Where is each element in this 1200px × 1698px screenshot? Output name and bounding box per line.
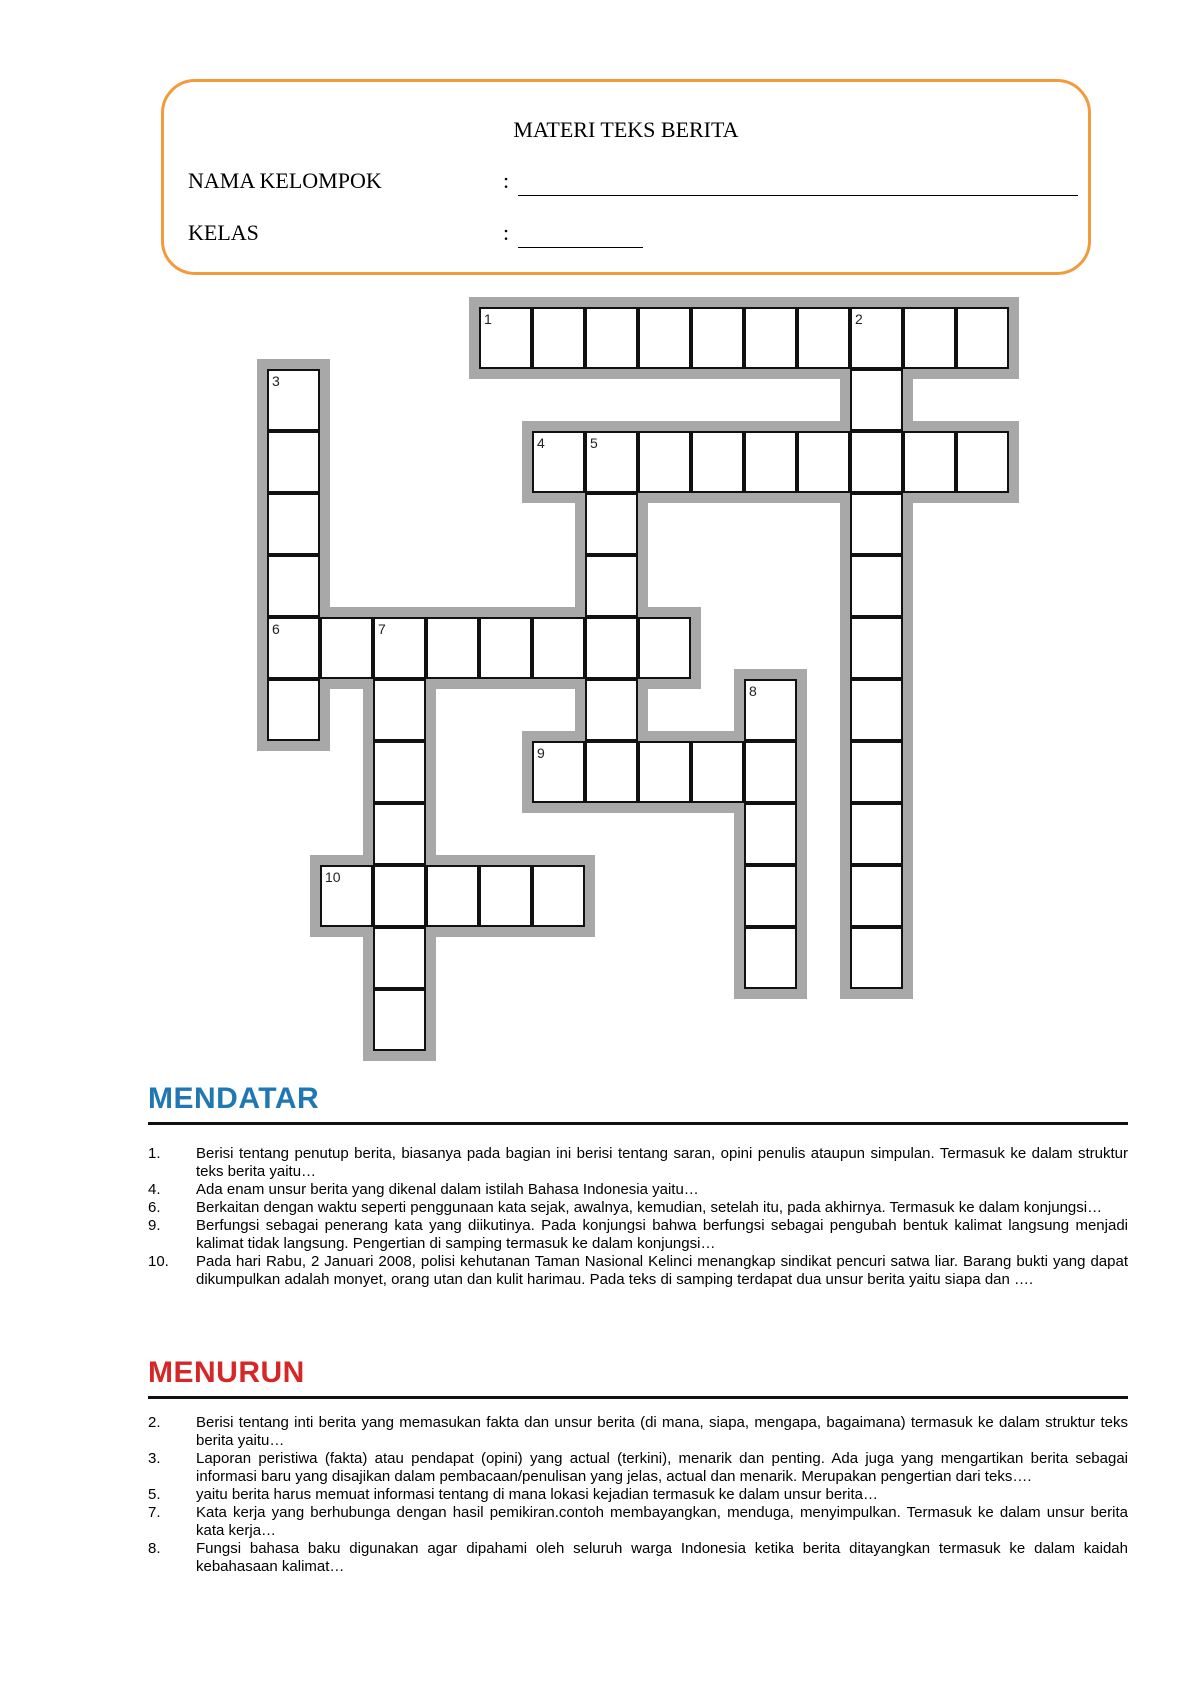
crossword-cell[interactable] (850, 617, 903, 679)
crossword-cell[interactable] (585, 555, 638, 617)
crossword-cell[interactable] (903, 307, 956, 369)
crossword-cell[interactable] (797, 431, 850, 493)
crossword-cell[interactable] (744, 741, 797, 803)
clue-down-8 (148, 1540, 1128, 1576)
clue-number-label: 9 (537, 745, 545, 761)
menurun-heading: MENURUN (148, 1356, 305, 1389)
crossword-cell[interactable] (532, 741, 585, 803)
crossword-cell[interactable] (850, 369, 903, 431)
crossword-cell[interactable] (585, 679, 638, 741)
crossword-cell[interactable] (267, 369, 320, 431)
clue-number-label: 2 (855, 311, 863, 327)
clue-number-label: 5 (590, 435, 598, 451)
clue-number: 2. (148, 1414, 161, 1431)
crossword-cell[interactable] (373, 741, 426, 803)
clue-down-7 (148, 1504, 1128, 1540)
crossword-cell[interactable] (850, 555, 903, 617)
clue-number-label: 8 (749, 683, 757, 699)
crossword-cell[interactable] (373, 865, 426, 927)
crossword-cell[interactable] (744, 865, 797, 927)
kelas-colon: : (503, 220, 510, 245)
crossword-cell[interactable] (320, 617, 373, 679)
crossword-cell[interactable] (903, 431, 956, 493)
crossword-cell[interactable] (850, 431, 903, 493)
clue-text: Kata kerja yang berhubunga dengan hasil pemikiran.contoh membayangkan, menduga, menyimpulkan. Termasuk ke dalam unsur berita kata kerja… (196, 1504, 1128, 1539)
crossword-cell[interactable] (267, 431, 320, 493)
crossword-cell[interactable] (373, 679, 426, 741)
clue-text: Berkaitan dengan waktu seperti penggunaan kata sejak, awalnya, kemudian, setelah itu, pada akhirnya. Termasuk ke dalam konjungsi… (196, 1199, 1103, 1216)
nama-kelompok-colon: : (503, 168, 510, 193)
crossword-cell[interactable] (585, 431, 638, 493)
clue-number: 8. (148, 1540, 161, 1557)
mendatar-heading: MENDATAR (148, 1082, 320, 1115)
crossword-cell[interactable] (850, 493, 903, 555)
crossword-cell[interactable] (850, 927, 903, 989)
clue-text: Fungsi bahasa baku digunakan agar dipahami oleh seluruh warga Indonesia ketika berita ditayangkan termasuk ke dalam kaidah kebahasaan kalimat… (196, 1540, 1128, 1575)
clue-text: Laporan peristiwa (fakta) atau pendapat (opini) yang actual (terkini), menarik dan penting. Ada juga yang mengartikan berita sebagai informasi baru yang disajikan dalam pembacaan/penulisan yang jelas, actual dan menarik. Merupakan pengertian dari teks…. (196, 1450, 1128, 1485)
clue-text: Berisi tentang inti berita yang memasukan fakta dan unsur berita (di mana, siapa, mengapa, bagaimana) termasuk ke dalam struktur teks berita yaitu… (196, 1414, 1128, 1449)
clue-number-label: 10 (325, 869, 341, 885)
crossword-cell[interactable] (479, 865, 532, 927)
crossword-cell[interactable] (638, 431, 691, 493)
crossword-cell[interactable] (267, 617, 320, 679)
crossword-cell[interactable] (638, 307, 691, 369)
crossword-cell[interactable] (956, 431, 1009, 493)
clue-text: Pada hari Rabu, 2 Januari 2008, polisi kehutanan Taman Nasional Kelinci menangkap sindikat pencuri satwa liar. Barang bukti yang dapat dikumpulkan adalah monyet, orang utan dan kulit harimau. Pada teks di samping terdapat dua unsur berita yaitu siapa dan …. (196, 1253, 1128, 1288)
menurun-clue-list (148, 1414, 1128, 1576)
clue-number-label: 3 (272, 373, 280, 389)
clue-number-label: 4 (537, 435, 545, 451)
menurun-divider (148, 1396, 1128, 1399)
crossword-cell[interactable] (373, 989, 426, 1051)
clue-number-label: 6 (272, 621, 280, 637)
crossword-cell[interactable] (373, 617, 426, 679)
clue-across-1 (148, 1145, 1128, 1181)
crossword-cell[interactable] (426, 865, 479, 927)
crossword-cell[interactable] (744, 431, 797, 493)
clue-text: Berfungsi sebagai penerang kata yang diikutinya. Pada konjungsi bahwa berfungsi sebagai pengubah bentuk kalimat langsung menjadi kalimat tidak langsung. Pengertian di samping termasuk ke dalam konjungsi… (196, 1217, 1128, 1252)
nama-kelompok-label: NAMA KELOMPOK (188, 168, 382, 193)
clue-across-6 (148, 1199, 1128, 1217)
crossword-cell[interactable] (850, 679, 903, 741)
clue-number: 7. (148, 1504, 161, 1521)
clue-number: 9. (148, 1217, 161, 1234)
clue-number-label: 7 (378, 621, 386, 637)
clue-number: 10. (148, 1253, 169, 1270)
crossword-cell[interactable] (850, 741, 903, 803)
mendatar-divider (148, 1122, 1128, 1125)
crossword-cell[interactable] (638, 617, 691, 679)
clue-number: 1. (148, 1145, 161, 1162)
kelas-label: KELAS (188, 220, 259, 245)
crossword-cell[interactable] (850, 803, 903, 865)
crossword-cell[interactable] (638, 741, 691, 803)
crossword-cell[interactable] (426, 617, 479, 679)
clue-down-3 (148, 1450, 1128, 1486)
crossword-cell[interactable] (585, 617, 638, 679)
crossword-cell[interactable] (479, 307, 532, 369)
clue-number-label: 1 (484, 311, 492, 327)
crossword-cell[interactable] (267, 679, 320, 741)
crossword-cell[interactable] (585, 741, 638, 803)
clue-number: 4. (148, 1181, 161, 1198)
crossword-cell[interactable] (744, 927, 797, 989)
crossword-cell[interactable] (479, 617, 532, 679)
crossword-cell[interactable] (373, 803, 426, 865)
crossword-cell[interactable] (956, 307, 1009, 369)
clue-across-4 (148, 1181, 1128, 1199)
crossword-cell[interactable] (585, 307, 638, 369)
crossword-cell[interactable] (744, 803, 797, 865)
clue-across-10 (148, 1253, 1128, 1289)
clue-across-9 (148, 1217, 1128, 1253)
clue-text: Berisi tentang penutup berita, biasanya pada bagian ini berisi tentang saran, opini penulis ataupun simpulan. Termasuk ke dalam struktur teks berita yaitu… (196, 1145, 1128, 1180)
worksheet-title: MATERI TEKS BERITA (513, 117, 739, 142)
crossword-cell[interactable] (532, 865, 585, 927)
crossword-cell[interactable] (691, 431, 744, 493)
crossword-cell[interactable] (691, 307, 744, 369)
clue-number: 3. (148, 1450, 161, 1467)
crossword-cell[interactable] (267, 555, 320, 617)
crossword-cell[interactable] (532, 431, 585, 493)
crossword-cell[interactable] (585, 493, 638, 555)
crossword-cell[interactable] (850, 865, 903, 927)
crossword-cell[interactable] (691, 741, 744, 803)
clue-text: yaitu berita harus memuat informasi tentang di mana lokasi kejadian termasuk ke dalam unsur berita… (196, 1486, 879, 1503)
crossword-cell[interactable] (850, 307, 903, 369)
clue-text: Ada enam unsur berita yang dikenal dalam istilah Bahasa Indonesia yaitu… (196, 1181, 699, 1198)
clue-number: 5. (148, 1486, 161, 1503)
clue-down-5 (148, 1486, 1128, 1504)
mendatar-clue-list (148, 1145, 1128, 1289)
crossword-cell[interactable] (320, 865, 373, 927)
crossword-cell[interactable] (373, 927, 426, 989)
crossword-cell[interactable] (744, 307, 797, 369)
crossword-cell[interactable] (532, 617, 585, 679)
clue-number: 6. (148, 1199, 161, 1216)
crossword-cell[interactable] (267, 493, 320, 555)
crossword-cell[interactable] (744, 679, 797, 741)
crossword-cell[interactable] (532, 307, 585, 369)
clue-down-2 (148, 1414, 1128, 1450)
crossword-cell[interactable] (797, 307, 850, 369)
